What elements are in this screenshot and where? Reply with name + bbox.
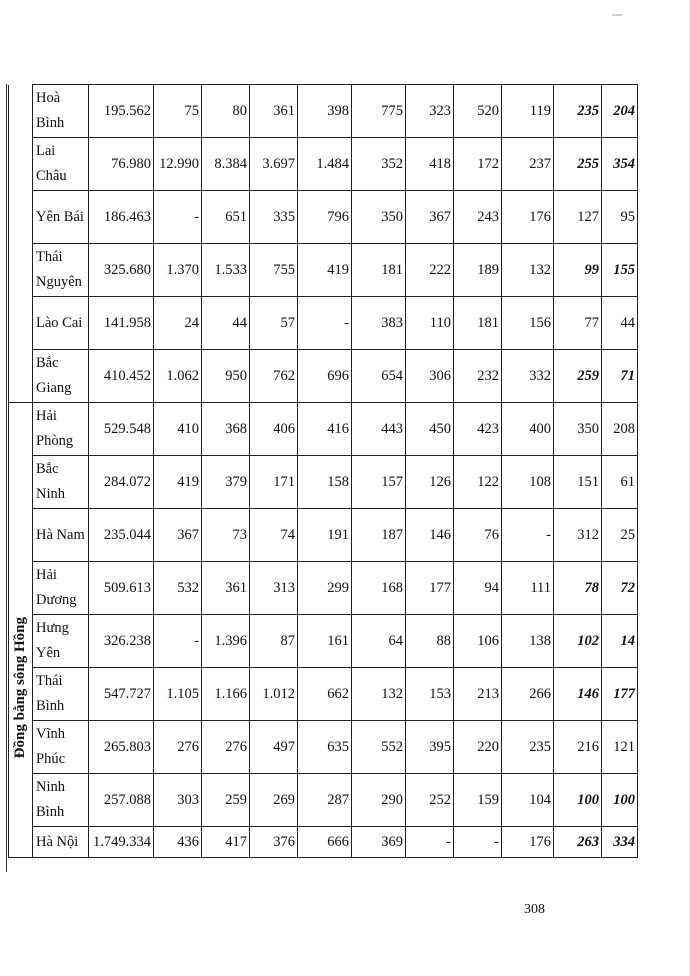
value-cell: 287: [298, 774, 352, 827]
province-name: Hà Nội: [33, 827, 89, 858]
value-cell: 71: [602, 350, 638, 403]
value-cell: 323: [406, 85, 454, 138]
value-cell: 419: [298, 244, 352, 297]
value-cell: 44: [202, 297, 250, 350]
value-cell: 406: [250, 403, 298, 456]
value-cell: 151: [554, 456, 602, 509]
value-cell: 284.072: [89, 456, 154, 509]
region-cell: [9, 85, 33, 403]
value-cell: 950: [202, 350, 250, 403]
table-row: [9, 403, 638, 456]
value-cell: 379: [202, 456, 250, 509]
value-cell: 235: [502, 721, 554, 774]
value-cell: 186.463: [89, 191, 154, 244]
value-cell: 195.562: [89, 85, 154, 138]
value-cell: 376: [250, 827, 298, 858]
value-cell: 1.533: [202, 244, 250, 297]
value-cell: 141.958: [89, 297, 154, 350]
value-cell: 177: [602, 668, 638, 721]
value-cell: 383: [352, 297, 406, 350]
value-cell: 651: [202, 191, 250, 244]
value-cell: 552: [352, 721, 406, 774]
region-cell: [9, 403, 33, 858]
value-cell: 106: [454, 615, 502, 668]
value-cell: 1.062: [154, 350, 202, 403]
value-cell: 299: [298, 562, 352, 615]
value-cell: 3.697: [250, 138, 298, 191]
value-cell: 1.370: [154, 244, 202, 297]
value-cell: 762: [250, 350, 298, 403]
value-cell: 369: [352, 827, 406, 858]
value-cell: 100: [602, 774, 638, 827]
value-cell: 266: [502, 668, 554, 721]
value-cell: 216: [554, 721, 602, 774]
value-cell: 265.803: [89, 721, 154, 774]
value-cell: 326.238: [89, 615, 154, 668]
value-cell: 14: [602, 615, 638, 668]
table-row: [9, 85, 638, 138]
value-cell: 146: [406, 509, 454, 562]
value-cell: 189: [454, 244, 502, 297]
value-cell: 176: [502, 827, 554, 858]
value-cell: 99: [554, 244, 602, 297]
value-cell: 64: [352, 615, 406, 668]
value-cell: 509.613: [89, 562, 154, 615]
value-cell: -: [154, 615, 202, 668]
table-row: [9, 350, 638, 403]
value-cell: 775: [352, 85, 406, 138]
value-cell: 410.452: [89, 350, 154, 403]
value-cell: 168: [352, 562, 406, 615]
value-cell: 44: [602, 297, 638, 350]
value-cell: -: [502, 509, 554, 562]
value-cell: 94: [454, 562, 502, 615]
value-cell: 354: [602, 138, 638, 191]
value-cell: 108: [502, 456, 554, 509]
value-cell: 122: [454, 456, 502, 509]
value-cell: 303: [154, 774, 202, 827]
value-cell: 132: [352, 668, 406, 721]
value-cell: 157: [352, 456, 406, 509]
value-cell: -: [154, 191, 202, 244]
value-cell: 361: [202, 562, 250, 615]
table-row: [9, 297, 638, 350]
value-cell: 796: [298, 191, 352, 244]
value-cell: 87: [250, 615, 298, 668]
value-cell: 232: [454, 350, 502, 403]
value-cell: 171: [250, 456, 298, 509]
value-cell: 662: [298, 668, 352, 721]
value-cell: 755: [250, 244, 298, 297]
value-cell: 276: [202, 721, 250, 774]
value-cell: 361: [250, 85, 298, 138]
value-cell: 532: [154, 562, 202, 615]
value-cell: 95: [602, 191, 638, 244]
table-row: [9, 774, 638, 827]
value-cell: 25: [602, 509, 638, 562]
value-cell: 181: [352, 244, 406, 297]
province-name: Lào Cai: [33, 297, 89, 350]
value-cell: 76.980: [89, 138, 154, 191]
value-cell: 547.727: [89, 668, 154, 721]
value-cell: 313: [250, 562, 298, 615]
value-cell: 398: [298, 85, 352, 138]
value-cell: 335: [250, 191, 298, 244]
value-cell: 654: [352, 350, 406, 403]
table-row: [9, 456, 638, 509]
table-row: [9, 509, 638, 562]
value-cell: 419: [154, 456, 202, 509]
province-name: Thái Nguyên: [33, 244, 89, 297]
value-cell: 121: [602, 721, 638, 774]
value-cell: 235.044: [89, 509, 154, 562]
value-cell: 416: [298, 403, 352, 456]
value-cell: 666: [298, 827, 352, 858]
value-cell: 696: [298, 350, 352, 403]
value-cell: 176: [502, 191, 554, 244]
value-cell: 191: [298, 509, 352, 562]
value-cell: 312: [554, 509, 602, 562]
value-cell: 12.990: [154, 138, 202, 191]
value-cell: 78: [554, 562, 602, 615]
table-row: [9, 827, 638, 858]
value-cell: 334: [602, 827, 638, 858]
value-cell: 126: [406, 456, 454, 509]
value-cell: 61: [602, 456, 638, 509]
value-cell: 72: [602, 562, 638, 615]
value-cell: 80: [202, 85, 250, 138]
value-cell: 325.680: [89, 244, 154, 297]
value-cell: 159: [454, 774, 502, 827]
value-cell: 350: [352, 191, 406, 244]
value-cell: 1.396: [202, 615, 250, 668]
value-cell: 88: [406, 615, 454, 668]
value-cell: 177: [406, 562, 454, 615]
value-cell: 102: [554, 615, 602, 668]
value-cell: 104: [502, 774, 554, 827]
value-cell: -: [406, 827, 454, 858]
region-label: Đồng bằng sông Hồng: [12, 616, 28, 759]
value-cell: 127: [554, 191, 602, 244]
value-cell: 146: [554, 668, 602, 721]
province-name: Thái Bình: [33, 668, 89, 721]
value-cell: 208: [602, 403, 638, 456]
value-cell: 158: [298, 456, 352, 509]
value-cell: 418: [406, 138, 454, 191]
province-name: Hải Dương: [33, 562, 89, 615]
province-name: Hoà Bình: [33, 85, 89, 138]
table-row: [9, 244, 638, 297]
value-cell: 263: [554, 827, 602, 858]
value-cell: 204: [602, 85, 638, 138]
value-cell: 332: [502, 350, 554, 403]
value-cell: 237: [502, 138, 554, 191]
value-cell: 520: [454, 85, 502, 138]
province-name: Bắc Giang: [33, 350, 89, 403]
value-cell: 1.012: [250, 668, 298, 721]
value-cell: 119: [502, 85, 554, 138]
value-cell: 1.105: [154, 668, 202, 721]
value-cell: 132: [502, 244, 554, 297]
value-cell: 156: [502, 297, 554, 350]
value-cell: 423: [454, 403, 502, 456]
left-margin-rule: [6, 84, 7, 872]
value-cell: 352: [352, 138, 406, 191]
table-row: [9, 138, 638, 191]
value-cell: 57: [250, 297, 298, 350]
value-cell: 410: [154, 403, 202, 456]
value-cell: 77: [554, 297, 602, 350]
value-cell: 255: [554, 138, 602, 191]
value-cell: -: [454, 827, 502, 858]
value-cell: 155: [602, 244, 638, 297]
value-cell: 259: [554, 350, 602, 403]
value-cell: 161: [298, 615, 352, 668]
value-cell: 450: [406, 403, 454, 456]
value-cell: 8.384: [202, 138, 250, 191]
value-cell: 220: [454, 721, 502, 774]
value-cell: 76: [454, 509, 502, 562]
value-cell: 417: [202, 827, 250, 858]
province-name: Bắc Ninh: [33, 456, 89, 509]
value-cell: 75: [154, 85, 202, 138]
province-name: Hà Nam: [33, 509, 89, 562]
value-cell: 187: [352, 509, 406, 562]
statistics-table: [8, 84, 638, 858]
value-cell: 181: [454, 297, 502, 350]
table-row: [9, 668, 638, 721]
value-cell: 222: [406, 244, 454, 297]
value-cell: 529.548: [89, 403, 154, 456]
value-cell: 252: [406, 774, 454, 827]
value-cell: 243: [454, 191, 502, 244]
value-cell: 235: [554, 85, 602, 138]
table-row: [9, 615, 638, 668]
value-cell: 110: [406, 297, 454, 350]
table-body: [9, 85, 638, 858]
value-cell: 395: [406, 721, 454, 774]
province-name: Yên Bái: [33, 191, 89, 244]
value-cell: 276: [154, 721, 202, 774]
value-cell: 138: [502, 615, 554, 668]
province-name: Hải Phòng: [33, 403, 89, 456]
value-cell: 350: [554, 403, 602, 456]
value-cell: 443: [352, 403, 406, 456]
table-row: [9, 721, 638, 774]
value-cell: 368: [202, 403, 250, 456]
value-cell: 153: [406, 668, 454, 721]
value-cell: 24: [154, 297, 202, 350]
province-name: Hưng Yên: [33, 615, 89, 668]
value-cell: 367: [406, 191, 454, 244]
province-name: Lai Châu: [33, 138, 89, 191]
value-cell: 1.484: [298, 138, 352, 191]
value-cell: 400: [502, 403, 554, 456]
value-cell: -: [298, 297, 352, 350]
table-row: [9, 562, 638, 615]
scan-mark: [612, 14, 622, 16]
value-cell: 269: [250, 774, 298, 827]
value-cell: 635: [298, 721, 352, 774]
value-cell: 436: [154, 827, 202, 858]
province-name: Ninh Bình: [33, 774, 89, 827]
value-cell: 111: [502, 562, 554, 615]
value-cell: 306: [406, 350, 454, 403]
value-cell: 497: [250, 721, 298, 774]
value-cell: 367: [154, 509, 202, 562]
value-cell: 172: [454, 138, 502, 191]
value-cell: 74: [250, 509, 298, 562]
page-number: 308: [524, 902, 545, 917]
value-cell: 259: [202, 774, 250, 827]
value-cell: 1.166: [202, 668, 250, 721]
value-cell: 257.088: [89, 774, 154, 827]
value-cell: 213: [454, 668, 502, 721]
value-cell: 290: [352, 774, 406, 827]
province-name: Vĩnh Phúc: [33, 721, 89, 774]
value-cell: 1.749.334: [89, 827, 154, 858]
value-cell: 100: [554, 774, 602, 827]
table-row: [9, 191, 638, 244]
value-cell: 73: [202, 509, 250, 562]
